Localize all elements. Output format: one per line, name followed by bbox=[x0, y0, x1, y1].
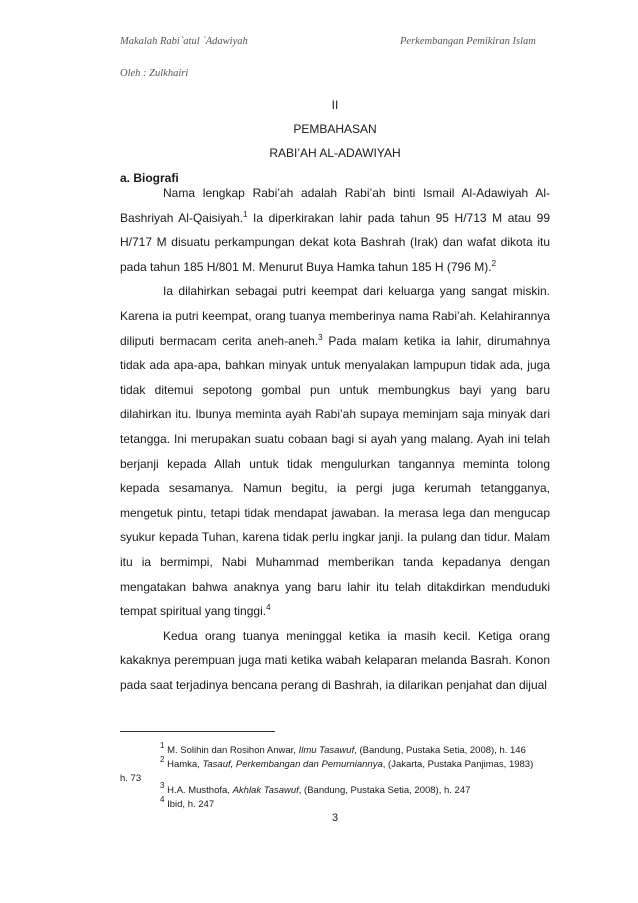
paragraph-2 bbox=[120, 279, 550, 623]
paragraph-3: Kedua orang tuanya meninggal ketika ia masih kecil. Ketiga orang kakaknya perempuan juga mati ketika wabah kelaparan melanda Basrah. Konon pada saat terjadinya bencana perang di Bashrah, ia dilarikan penjahat dan dijual bbox=[120, 628, 550, 692]
footnote-separator bbox=[120, 731, 275, 732]
footnote-4 bbox=[120, 795, 550, 812]
footnote-3-text-b: , (Bandung, Pustaka Setia, 2008), h. 247 bbox=[298, 785, 471, 796]
topic-heading: RABI’AH AL-ADAWIYAH bbox=[269, 146, 401, 160]
subsection-heading: a. Biografi bbox=[120, 171, 179, 185]
footnote-ref-4: 4 bbox=[266, 603, 271, 613]
footnote-2-text-b: , (Jakarta, Pustaka Panjimas, 1983) bbox=[382, 759, 534, 770]
footnote-ref-2: 2 bbox=[491, 258, 497, 268]
paragraph-1 bbox=[120, 181, 550, 279]
chapter-number: II bbox=[331, 98, 339, 112]
footnote-1-title: Ilmu Tasawuf bbox=[298, 745, 355, 756]
footnote-ref-3: 3 bbox=[318, 332, 323, 342]
footnote-3-text-a: H.A. Musthofa, bbox=[164, 785, 233, 796]
footnote-2-title: Tasauf, Perkembangan dan Pemurniannya bbox=[202, 759, 383, 770]
body-text bbox=[120, 181, 550, 697]
footnote-2-continuation: h. 73 bbox=[120, 773, 142, 784]
footnote-3-title: Akhlak Tasawuf bbox=[232, 785, 299, 796]
section-heading: PEMBAHASAN bbox=[293, 122, 377, 136]
footnote-2 bbox=[120, 755, 550, 786]
footnote-2-number: 2 bbox=[160, 755, 165, 764]
paragraph-1-text-a: Nama lengkap Rabi’ah adalah Rabi’ah binti Ismail Al-Adawiyah Al-Bashriyah Al-Qaisiyah. bbox=[120, 186, 550, 225]
footnote-ref-1: 1 bbox=[242, 209, 248, 219]
footnote-3-number: 3 bbox=[160, 781, 165, 790]
running-header-author: Oleh : Zulkhairi bbox=[120, 68, 189, 79]
footnote-1-number: 1 bbox=[160, 741, 165, 750]
footnote-1-text-a: M. Solihin dan Rosihon Anwar, bbox=[164, 745, 299, 756]
footnote-2-text-a: Hamka, bbox=[164, 759, 203, 770]
footnote-4-number: 4 bbox=[160, 795, 165, 804]
footnote-3 bbox=[120, 781, 550, 798]
footnote-1-text-b: , (Bandung, Pustaka Setia, 2008), h. 146 bbox=[354, 745, 526, 756]
page-number: 3 bbox=[331, 812, 339, 824]
footnote-4-text: Ibid, h. 247 bbox=[164, 799, 215, 810]
paragraph-2-text-a: Ia dilahirkan sebagai putri keempat dari keluarga yang sangat miskin. Karena ia putri keempat, orang tuanya memberinya nama Rabi’ah. Kelahirannya diliputi bermacam cerita aneh-aneh. bbox=[120, 284, 550, 348]
running-header-subject: Perkembangan Pemikiran Islam bbox=[400, 36, 536, 47]
footnote-1 bbox=[120, 741, 550, 758]
paragraph-2-text-b: Pada malam ketika ia lahir, dirumahnya tidak ada apa-apa, bahkan minyak untuk menyalakan lampupun tidak ada, juga tidak ditemui sepotong gombal pun untuk membungkus bayi yang baru dilahirkan itu. Ibunya meminta ayah Rabi’ah supaya meminjam saja minyak dari tetangga. Ini merupakan suatu cobaan bagi si ayah yang malang. Ayah ini telah berjanji kepada Allah untuk tidak mengulurkan tangannya meminta tolong kepada sesamanya. Namun begitu, ia pergi juga kerumah tetangganya, mengetuk pintu, tetapi tidak mendapat jawaban. Ia merasa lega dan mengucap syukur kepada Tuhan, karena tidak perlu ingkar janji. Ia pulang dan tidur. Malam itu ia bermimpi, Nabi Muhammad memberikan tanda kepadanya dengan mengatakan bahwa anaknya yang baru lahir itu telah ditakdirkan menduduki tempat spiritual yang tinggi. bbox=[120, 333, 550, 619]
paragraph-1-text-b: Ia diperkirakan lahir pada tahun 95 H/713 M atau 99 H/717 M disuatu perkampungan dekat kota Bashrah (Irak) dan wafat dikota itu pada tahun 185 H/801 M. Menurut Buya Hamka tahun 185 H (796 M). bbox=[120, 210, 550, 274]
running-header-title: Makalah Rabi`atul `Adawiyah bbox=[120, 36, 248, 47]
